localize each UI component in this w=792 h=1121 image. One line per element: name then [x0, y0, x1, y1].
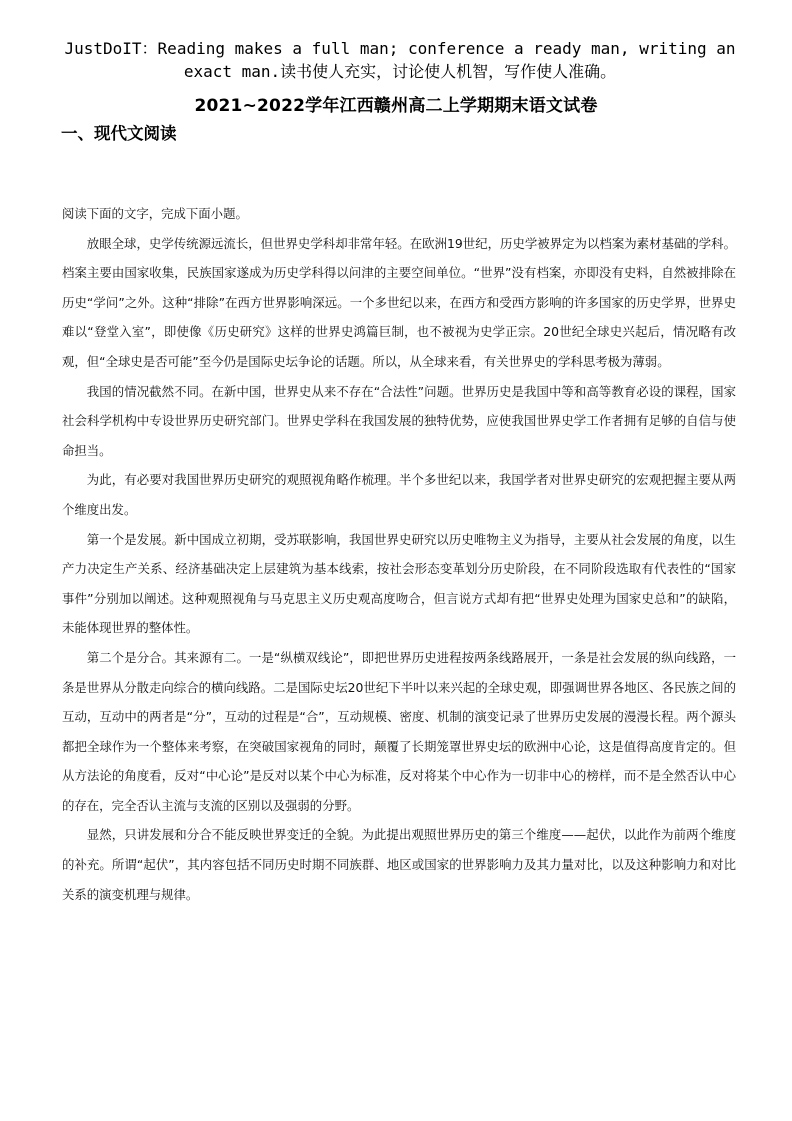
- passage-paragraph-4: 第一个是发展。新中国成立初期，受苏联影响，我国世界史研究以历史唯物主义为指导，主要从社会发展的角度，以生产力决定生产关系、经济基础决定上层建筑为基本线索，按社会形态变革划分历史阶段，在不同阶段选取有代表性的“国家事件”分别加以阐述。这种观照视角与马克思主义历史观高度吻合，但言说方式却有把“世界史处理为国家史总和”的缺陷，未能体现世界的整体性。: [62, 531, 736, 636]
- instruction-text: 阅读下面的文字，完成下面小题。: [62, 206, 248, 221]
- passage-paragraph-2: 我国的情况截然不同。在新中国，世界史从来不存在“合法性”问题。世界历史是我国中等和高等教育必设的课程，国家社会科学机构中专设世界历史研究部门。世界史学科在我国发展的独特优势，应使我国世界史学工作者拥有足够的自信与使命担当。: [62, 383, 736, 458]
- document-title: 2021~2022学年江西赣州高二上学期期末语文试卷: [194, 96, 598, 116]
- reading-passage: [62, 199, 736, 909]
- passage-paragraph-6: 显然，只讲发展和分合不能反映世界变迁的全貌。为此提出观照世界历史的第三个维度——起伏，以此作为前两个维度的补充。所谓“起伏”，其内容包括不同历史时期不同族群、地区或国家的世界影响力及其力量对比，以及这种影响力和对比关系的演变机理与规律。: [62, 827, 736, 902]
- passage-paragraph-3: 为此，有必要对我国世界历史研究的观照视角略作梳理。半个多世纪以来，我国学者对世界史研究的宏观把握主要从两个维度出发。: [62, 472, 736, 517]
- passage-paragraph-5: 第二个是分合。其来源有二。一是“纵横双线论”，即把世界历史进程按两条线路展开，一条是社会发展的纵向线路，一条是世界从分散走向综合的横向线路。二是国际史坛20世纪下半叶以来兴起的全球史观，即强调世界各地区、各民族之间的互动，互动中的两者是“分”，互动的过程是“合”，互动规模、密度、机制的演变记录了世界历史发展的漫漫长程。两个源头都把全球作为一个整体来考察，在突破国家视角的同时，颠覆了长期笼罩世界史坛的欧洲中心论，这是值得高度肯定的。但从方法论的角度看，反对“中心论”是反对以某个中心为标准，反对将某个中心作为一切非中心的榜样，而不是全然否认中心的存在，完全否认主流与支流的区别以及强弱的分野。: [62, 649, 736, 813]
- section-heading: 一、现代文阅读: [61, 124, 177, 143]
- header-motto: JustDoIT：Reading makes a full man; conference a ready man, writing an exact man.读书使人充实，讨论使人机智，写作使人准确。: [64, 39, 736, 81]
- passage-paragraph-1: 放眼全球，史学传统源远流长，但世界史学科却非常年轻。在欧洲19世纪，历史学被界定为以档案为素材基础的学科。档案主要由国家收集，民族国家遂成为历史学科得以问津的主要空间单位。“世界”没有档案，亦即没有史料，自然被排除在历史“学问”之外。这种“排除”在西方世界影响深远。一个多世纪以来，在西方和受西方影响的许多国家的历史学界，世界史难以“登堂入室”，即使像《历史研究》这样的世界史鸿篇巨制，也不被视为史学正宗。20世纪全球史兴起后，情况略有改观，但“全球史是否可能”至今仍是国际史坛争论的话题。所以，从全球来看，有关世界史的学科思考极为薄弱。: [62, 235, 736, 369]
